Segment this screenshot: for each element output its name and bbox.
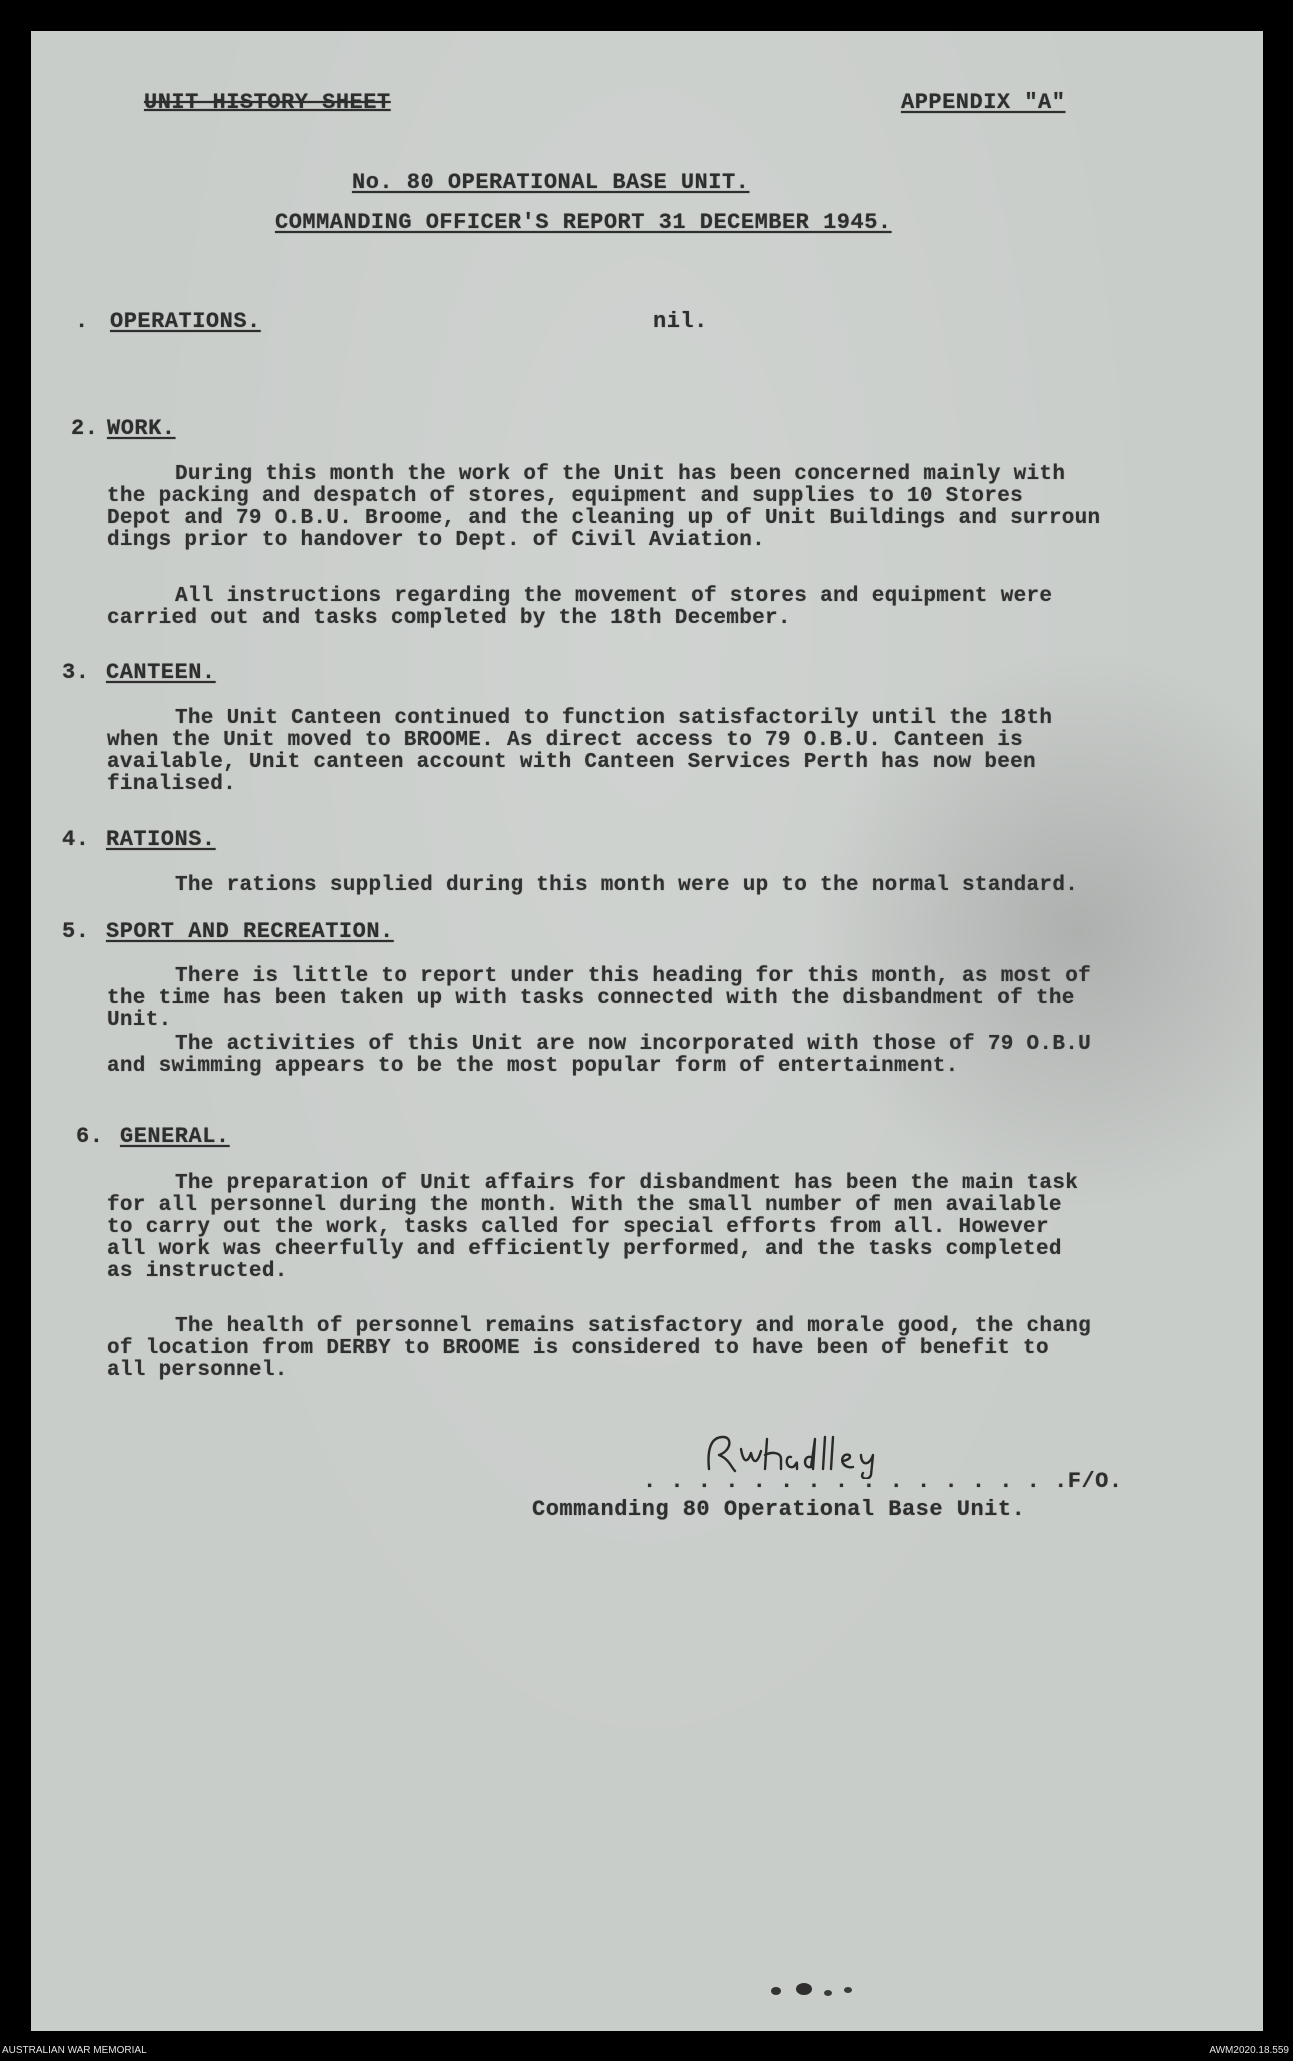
document-page bbox=[31, 31, 1263, 2031]
section-number-operations: . bbox=[75, 309, 89, 334]
work-paragraph-2: All instructions regarding the movement of stores and equipment were carried out and tasks completed by the 18th December. bbox=[107, 585, 1053, 630]
section-number-work: 2. bbox=[71, 416, 99, 441]
canteen-paragraph-1: The Unit Canteen continued to function satisfactorily until the 18th when the Unit moved to BROOME. As direct access to 79 O.B.U. Canteen is available, Unit canteen account with Canteen Services Perth has now been finalised. bbox=[107, 707, 1053, 796]
header-unit-history-sheet: UNIT HISTORY SHEET bbox=[144, 90, 391, 115]
sport-paragraph-2: The activities of this Unit are now incorporated with those of 79 O.B.U and swimming appears to be the most popular form of entertainment. bbox=[107, 1033, 1092, 1078]
sport-paragraph-1: There is little to report under this heading for this month, as most of the time has been taken up with tasks connected with the disbandment of the Unit. bbox=[107, 965, 1092, 1032]
work-paragraph-1: During this month the work of the Unit has been concerned mainly with the packing and despatch of stores, equipment and supplies to 10 Stores Depot and 79 O.B.U. Broome, and the cleaning up of Unit Buildings and surroun dings prior to handover to Dept. of Civil Aviation. bbox=[107, 463, 1101, 552]
ink-smudge bbox=[766, 1979, 886, 2004]
section-heading-general: GENERAL. bbox=[120, 1124, 230, 1149]
general-paragraph-2: The health of personnel remains satisfactory and morale good, the chang of location from DERBY to BROOME is considered to have been of benefit to all personnel. bbox=[107, 1315, 1092, 1382]
signature-title: Commanding 80 Operational Base Unit. bbox=[532, 1497, 1026, 1522]
general-paragraph-1: The preparation of Unit affairs for disbandment has been the main task for all personnel during the month. With the small number of men available to carry out the work, tasks called for special efforts from all. However all work was cheerfully and efficiently performed, and the tasks completed as instructed. bbox=[107, 1172, 1079, 1283]
section-number-canteen: 3. bbox=[62, 660, 90, 685]
section-heading-operations: OPERATIONS. bbox=[110, 309, 261, 334]
section-heading-sport: SPORT AND RECREATION. bbox=[106, 919, 394, 944]
footer-source: AUSTRALIAN WAR MEMORIAL bbox=[2, 2045, 147, 2056]
section-number-sport: 5. bbox=[62, 919, 90, 944]
operations-value: nil. bbox=[653, 309, 708, 334]
header-appendix: APPENDIX "A" bbox=[901, 90, 1066, 115]
section-heading-rations: RATIONS. bbox=[106, 827, 216, 852]
section-number-rations: 4. bbox=[62, 827, 90, 852]
signature-dots-line: . . . . . . . . . . . . . . . .F/O. bbox=[643, 1469, 1123, 1494]
title-report-date: COMMANDING OFFICER'S REPORT 31 DECEMBER 1945. bbox=[275, 210, 892, 235]
title-unit-name: No. 80 OPERATIONAL BASE UNIT. bbox=[352, 170, 750, 195]
rations-paragraph-1: The rations supplied during this month were up to the normal standard. bbox=[175, 874, 1079, 897]
section-heading-canteen: CANTEEN. bbox=[106, 660, 216, 685]
section-number-general: 6. bbox=[76, 1124, 104, 1149]
footer-accession-number: AWM2020.18.559 bbox=[1209, 2045, 1289, 2056]
section-heading-work: WORK. bbox=[107, 416, 176, 441]
